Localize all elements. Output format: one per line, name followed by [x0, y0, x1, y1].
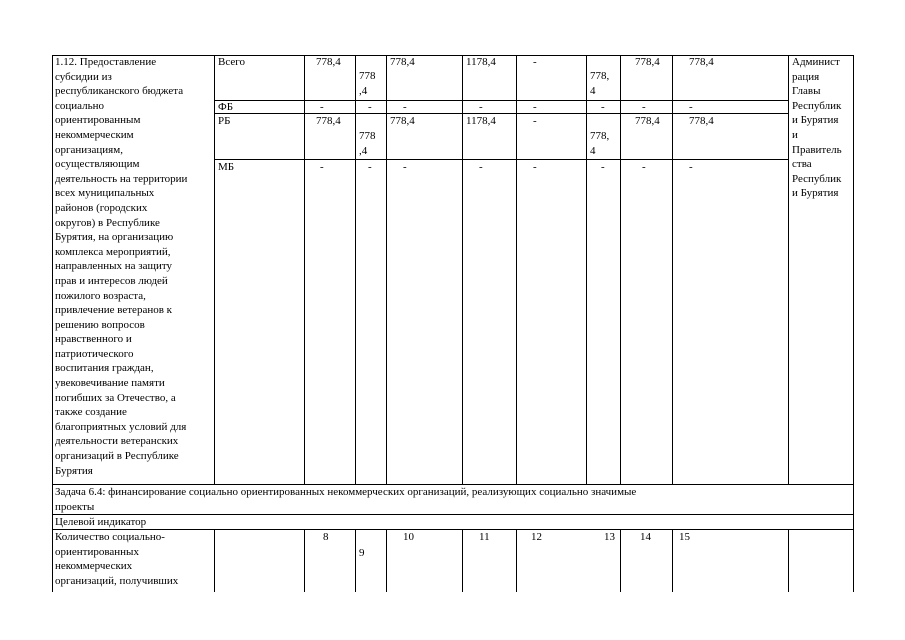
- measure-name-line: направленных на защиту: [55, 260, 172, 273]
- cell-total-c2: [359, 69, 376, 98]
- line-mb-top: [214, 159, 788, 160]
- vline-b10: [853, 529, 854, 592]
- indicator-header: Целевой индикатор: [55, 516, 147, 528]
- cell-rb-c6-line: 4: [590, 144, 596, 157]
- cell-total-c6: [590, 69, 609, 98]
- cell-rb-c5: -: [533, 115, 537, 127]
- vline-b3: [355, 529, 356, 592]
- cell-mb-c4: -: [479, 161, 483, 173]
- cell-fb-c5: -: [533, 101, 537, 113]
- measure-name-line: субсидии из: [55, 70, 112, 83]
- cell-mb-c6: -: [601, 161, 605, 173]
- executor-line: ства: [792, 158, 812, 171]
- indicator-value: 14: [640, 531, 651, 543]
- cell-rb-c7: 778,4: [635, 115, 660, 127]
- task-text-line: Задача 6.4: финансирование социально ориентированных некоммерческих организаций, реализующих социально значимые: [55, 486, 637, 498]
- measure-name-line: осуществляющим: [55, 158, 140, 171]
- cell-total-c3: 778,4: [390, 56, 415, 68]
- measure-name-line: районов (городских: [55, 201, 148, 214]
- vline-4: [386, 55, 387, 485]
- measure-name-line: погибших за Отечество, а: [55, 391, 176, 404]
- cell-total-c8: 778,4: [689, 56, 714, 68]
- measure-name-line: привлечение ветеранов к: [55, 304, 172, 317]
- measure-name-line: ориентированным: [55, 114, 141, 127]
- vline-2: [304, 55, 305, 485]
- measure-name-line: патриотического: [55, 347, 134, 360]
- source-label-total: Всего: [218, 56, 245, 68]
- cell-rb-c4: 1178,4: [466, 115, 496, 127]
- measure-name-line: деятельности ветеранских: [55, 435, 179, 448]
- cell-mb-c2: -: [368, 161, 372, 173]
- cell-rb-c6: [590, 129, 609, 158]
- indicator-value: 15: [679, 531, 690, 543]
- executor: [792, 55, 842, 201]
- cell-rb-c8: 778,4: [689, 115, 714, 127]
- measure-name-line: прав и интересов людей: [55, 274, 168, 287]
- measure-name-line: решению вопросов: [55, 318, 145, 331]
- vline-b0: [52, 529, 53, 592]
- cell-total-c2-line: ,4: [359, 84, 368, 97]
- cell-fb-c1: -: [320, 101, 324, 113]
- indicator-value: 13: [604, 531, 615, 543]
- vline-b5: [462, 529, 463, 592]
- executor-line: Республик: [792, 172, 842, 185]
- cell-mb-c1: -: [320, 161, 324, 173]
- cell-total-c5: -: [533, 56, 537, 68]
- measure-name-line: социально: [55, 99, 105, 112]
- measure-name-line: Бурятия: [55, 464, 93, 477]
- source-label-mb: МБ: [218, 161, 235, 173]
- measure-name-line: деятельность на территории: [55, 172, 188, 185]
- indicator-value: 9: [359, 547, 365, 559]
- measure-name-line: Бурятия, на организацию: [55, 231, 174, 244]
- measure-name: [55, 55, 187, 478]
- vline-b6: [516, 529, 517, 592]
- indicator-name: [55, 530, 178, 588]
- vline-10: [788, 55, 789, 485]
- source-label-fb: ФБ: [218, 101, 234, 113]
- cell-total-c6-line: 4: [590, 84, 596, 97]
- indicator-name-line: некоммерческих: [55, 560, 133, 573]
- cell-mb-c3: -: [403, 161, 407, 173]
- measure-name-line: 1.12. Предоставление: [55, 56, 157, 68]
- cell-total-c2-line: 778: [359, 70, 376, 82]
- vline-9: [672, 55, 673, 485]
- cell-rb-c3: 778,4: [390, 115, 415, 127]
- indicator-name-line: ориентированных: [55, 545, 139, 558]
- indicator-value: 12: [531, 531, 542, 543]
- vline-b8: [672, 529, 673, 592]
- indicator-value: 10: [403, 531, 414, 543]
- cell-fb-c6: -: [601, 101, 605, 113]
- cell-fb-c2: -: [368, 101, 372, 113]
- measure-name-line: всех муниципальных: [55, 187, 155, 200]
- cell-rb-c2: [359, 129, 376, 158]
- vline-b2: [304, 529, 305, 592]
- measure-name-line: некоммерческим: [55, 128, 134, 141]
- task-text-line: проекты: [55, 500, 95, 513]
- executor-line: Главы: [792, 85, 821, 98]
- executor-line: Правитель: [792, 143, 842, 156]
- cell-fb-c3: -: [403, 101, 407, 113]
- vline-3: [355, 55, 356, 485]
- cell-total-c1: 778,4: [316, 56, 341, 68]
- vline-right: [853, 55, 854, 529]
- cell-total-c4: 1178,4: [466, 56, 496, 68]
- cell-total-c6-line: 778,: [590, 70, 610, 82]
- indicator-name-line: Количество социально-: [55, 531, 165, 543]
- executor-line: Админист: [792, 56, 840, 68]
- task-text: [55, 485, 636, 514]
- cell-fb-c8: -: [689, 101, 693, 113]
- executor-line: и Бурятия: [792, 187, 839, 200]
- executor-line: Республик: [792, 99, 842, 112]
- cell-fb-c7: -: [642, 101, 646, 113]
- cell-rb-c1: 778,4: [316, 115, 341, 127]
- measure-name-line: организациям,: [55, 143, 123, 156]
- vline-5: [462, 55, 463, 485]
- cell-mb-c5: -: [533, 161, 537, 173]
- indicator-name-line: организаций, получивших: [55, 574, 179, 587]
- cell-mb-c7: -: [642, 161, 646, 173]
- indicator-value: 11: [479, 531, 490, 543]
- executor-line: рация: [792, 70, 820, 83]
- source-label-rb: РБ: [218, 115, 231, 127]
- vline-6: [516, 55, 517, 485]
- executor-line: и: [792, 128, 798, 141]
- measure-name-line: округов) в Республике: [55, 216, 160, 229]
- vline-b9: [788, 529, 789, 592]
- cell-mb-c8: -: [689, 161, 693, 173]
- vline-8: [620, 55, 621, 485]
- vline-b4: [386, 529, 387, 592]
- measure-name-line: республиканского бюджета: [55, 85, 184, 98]
- cell-rb-c2-line: 778: [359, 130, 376, 142]
- measure-name-line: увековечивание памяти: [55, 377, 165, 390]
- measure-name-line: благоприятных условий для: [55, 420, 187, 433]
- vline-b1: [214, 529, 215, 592]
- cell-fb-c4: -: [479, 101, 483, 113]
- measure-name-line: организаций в Республике: [55, 450, 179, 463]
- vline-7: [586, 55, 587, 485]
- measure-name-line: комплекса мероприятий,: [55, 245, 171, 258]
- line-fb-top: [214, 100, 788, 101]
- vline-left: [52, 55, 53, 529]
- measure-name-line: воспитания граждан,: [55, 362, 154, 375]
- cell-rb-c2-line: ,4: [359, 144, 368, 157]
- cell-total-c7: 778,4: [635, 56, 660, 68]
- cell-rb-c6-line: 778,: [590, 130, 610, 142]
- measure-name-line: также создание: [55, 406, 127, 419]
- measure-name-line: нравственного и: [55, 333, 132, 346]
- executor-line: и Бурятия: [792, 114, 839, 127]
- vline-b7: [620, 529, 621, 592]
- measure-name-line: пожилого возраста,: [55, 289, 146, 302]
- vline-1: [214, 55, 215, 485]
- indicator-value: 8: [323, 531, 329, 543]
